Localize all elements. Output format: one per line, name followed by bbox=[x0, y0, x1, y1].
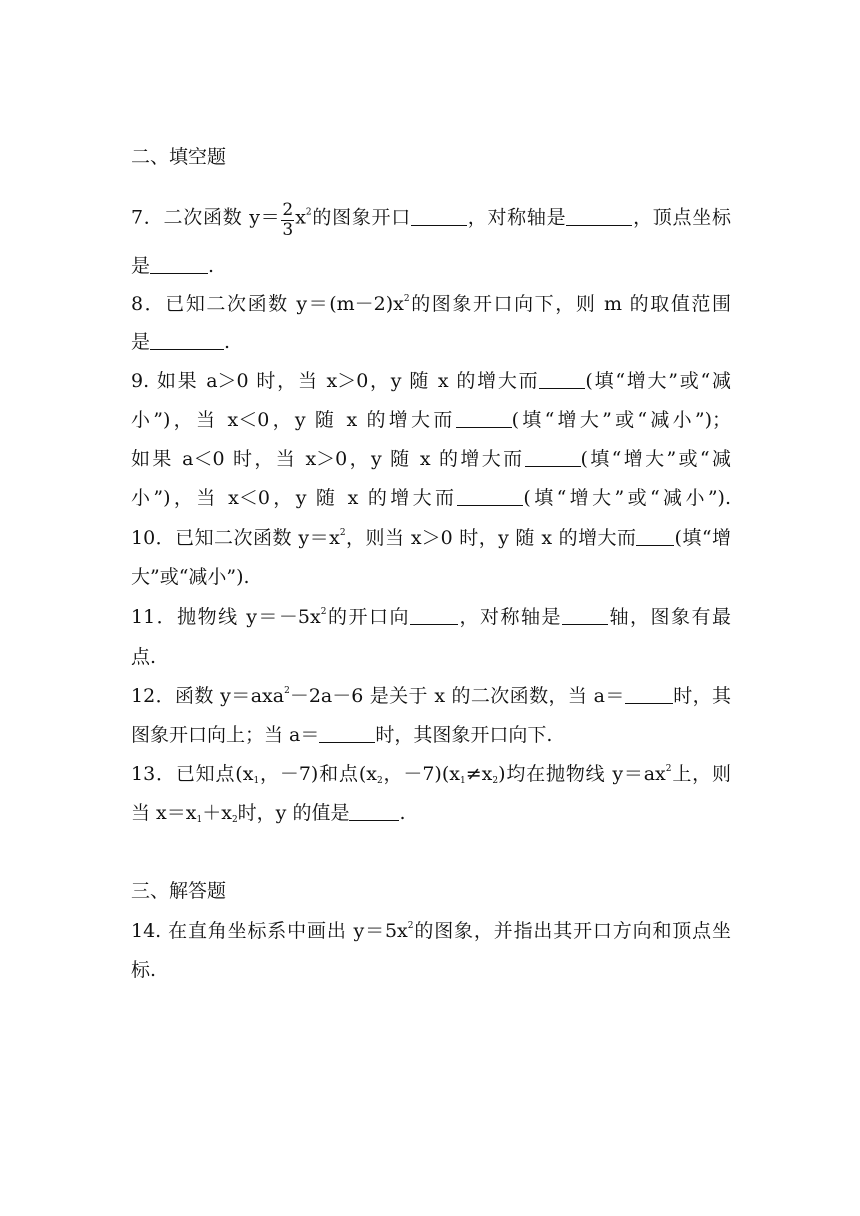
answer-blank[interactable] bbox=[566, 209, 632, 226]
answer-blank[interactable] bbox=[456, 411, 512, 428]
question-12-line-1: 12．函数 y＝axa$^2$－2a－6 是关于 x 的二次函数，当 a＝ 时，其 bbox=[131, 685, 731, 707]
answer-blank[interactable] bbox=[625, 687, 673, 704]
question-10-line-1: 10．已知二次函数 $y=x^2$，则当 x＞0 时，y 随 x 的增大而 (填“增 bbox=[131, 527, 731, 549]
question-14-line-2: 标. bbox=[131, 959, 157, 981]
question-13-line-1: 13．已知点($x_1$，－7)和点($x_2$，$-7)(x_1\ne x_2)$均在抛物线 $y=ax^2$上，则 bbox=[131, 763, 731, 786]
question-9-line-2: 小”)，当 x＜0，y 随 x 的增大而 (填“增大”或“减小”)； bbox=[131, 409, 731, 431]
question-8-line-2: 是 . bbox=[131, 331, 231, 353]
fraction-two-thirds: $\frac{2}{3}$ bbox=[282, 200, 294, 240]
answer-blank[interactable] bbox=[319, 726, 375, 743]
answer-blank[interactable] bbox=[410, 608, 458, 625]
answer-blank[interactable] bbox=[411, 209, 467, 226]
question-11-line-2: 点. bbox=[131, 646, 157, 668]
question-9-line-3: 如果 a＜0 时，当 x＞0，y 随 x 的增大而 (填“增大”或“减 bbox=[131, 448, 731, 470]
answer-blank[interactable] bbox=[150, 333, 224, 350]
question-7-line-1: 7．二次函数 y＝ $\frac{2}{3}$ $x^2$的图象开口 ，对称轴是 ，顶点坐标 bbox=[131, 200, 731, 240]
answer-blank[interactable] bbox=[539, 372, 585, 389]
question-11-line-1: 11．抛物线 $y=-5x^2$的开口向 ，对称轴是 轴，图象有最 bbox=[131, 606, 731, 628]
answer-blank[interactable] bbox=[562, 608, 608, 625]
answer-blank[interactable] bbox=[636, 529, 674, 546]
section-heading-answer: 三、解答题 bbox=[131, 880, 227, 902]
section-heading-fill-in: 二、填空题 bbox=[131, 146, 227, 168]
question-9-line-4: 小”)，当 x＜0，y 随 x 的增大而 (填“增大”或“减小”). bbox=[131, 487, 732, 509]
answer-blank[interactable] bbox=[457, 489, 523, 506]
answer-blank[interactable] bbox=[150, 257, 208, 274]
question-8-line-1: 8．已知二次函数 $y=(m-2)x^2$的图象开口向下，则 m 的取值范围 bbox=[131, 293, 731, 315]
question-14-line-1: 14. 在直角坐标系中画出 $y=5x^2$的图象，并指出其开口方向和顶点坐 bbox=[131, 920, 731, 942]
question-13-line-2: 当 $x=x_1+x_2$时，y 的值是 . bbox=[131, 802, 406, 825]
answer-blank[interactable] bbox=[349, 804, 399, 821]
answer-blank[interactable] bbox=[525, 450, 581, 467]
question-12-line-2: 图象开口向上；当 a＝ 时，其图象开口向下. bbox=[131, 724, 553, 746]
question-7-line-2: 是 . bbox=[131, 255, 215, 277]
question-10-line-2: 大”或“减小”). bbox=[131, 566, 250, 588]
question-9-line-1: 9. 如果 a＞0 时，当 x＞0，y 随 x 的增大而 (填“增大”或“减 bbox=[131, 370, 731, 392]
